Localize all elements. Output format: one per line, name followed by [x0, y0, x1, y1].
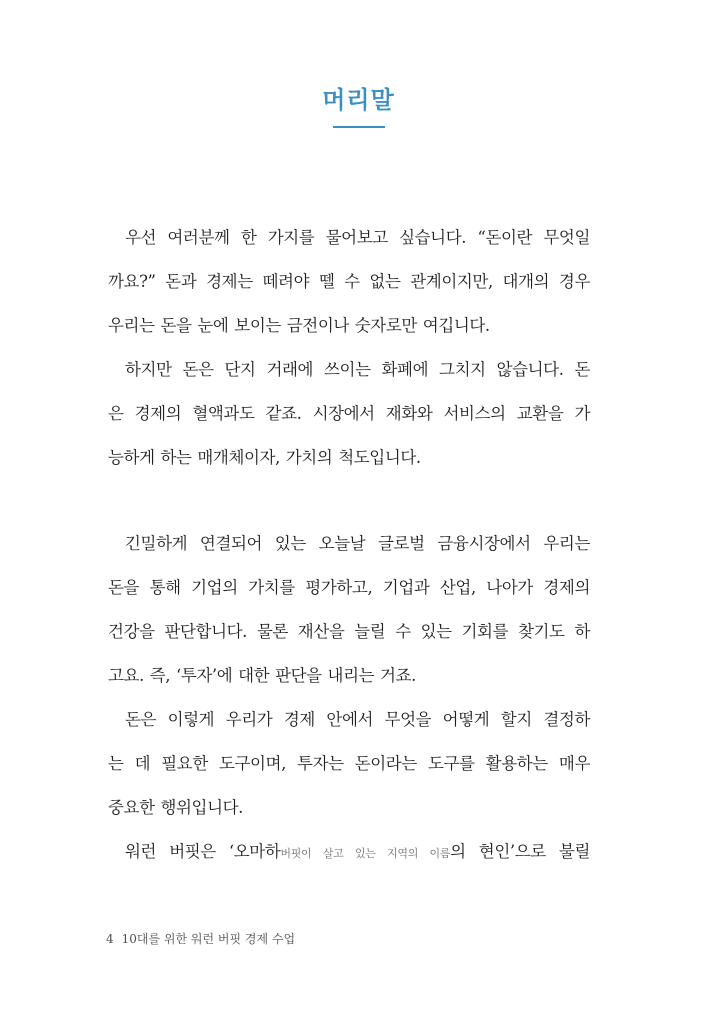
- chapter-title: 머리말: [322, 86, 395, 114]
- chapter-header: [0, 84, 717, 128]
- text-line: 돈은 이렇게 우리가 경제 안에서 무엇을 어떻게 할지 결정하: [125, 710, 590, 729]
- text-line: 돈을 통해 기업의 가치를 평가하고, 기업과 산업, 나아가 경제의: [108, 578, 590, 597]
- text-line: 고요. 즉, ‘투자’에 대한 판단을 내리는 거죠.: [108, 666, 416, 685]
- text-line: 우리는 돈을 눈에 보이는 금전이나 숫자로만 여깁니다.: [108, 316, 490, 335]
- body-block-2: [108, 522, 590, 874]
- title-underline: [333, 126, 385, 128]
- text-line-with-note: [108, 830, 590, 874]
- text-line: 은 경제의 혈액과도 같죠. 시장에서 재화와 서비스의 교환을 가: [108, 404, 590, 423]
- body-block-1: [108, 216, 590, 480]
- text-segment: 의 현인’으로 불릴: [450, 842, 590, 861]
- text-segment: 워런 버핏은 ‘오마하: [125, 842, 281, 861]
- inline-note: 버핏이 살고 있는 지역의 이름: [280, 847, 451, 860]
- text-line: 하지만 돈은 단지 거래에 쓰이는 화폐에 그치지 않습니다. 돈: [125, 360, 590, 379]
- text-line: 건강을 판단합니다. 물론 재산을 늘릴 수 있는 기회를 찾기도 하: [108, 622, 590, 641]
- text-line: 우선 여러분께 한 가지를 물어보고 싶습니다. “돈이란 무엇일: [125, 228, 590, 247]
- page-footer: [106, 930, 295, 947]
- text-line: 능하게 하는 매개체이자, 가치의 척도입니다.: [108, 448, 421, 467]
- book-title: 10대를 위한 워런 버핏 경제 수업: [121, 932, 296, 946]
- page-number: 4: [106, 932, 114, 946]
- text-line: 까요?” 돈과 경제는 떼려야 뗄 수 없는 관계이지만, 대개의 경우: [108, 272, 590, 291]
- text-line: 는 데 필요한 도구이며, 투자는 돈이라는 도구를 활용하는 매우: [108, 754, 590, 773]
- text-line: 긴밀하게 연결되어 있는 오늘날 글로벌 금융시장에서 우리는: [125, 534, 590, 553]
- text-line: 중요한 행위입니다.: [108, 798, 244, 817]
